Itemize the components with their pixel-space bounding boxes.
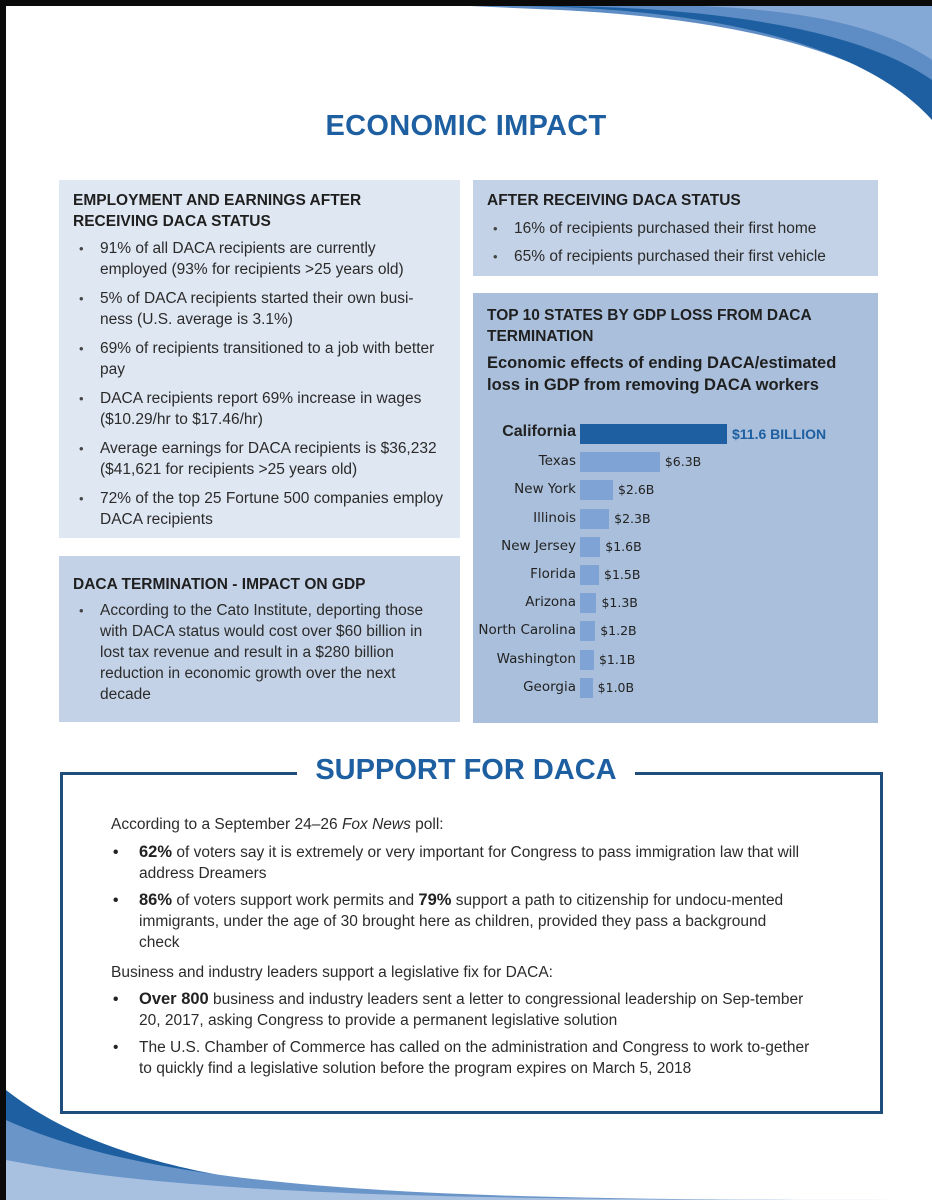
bar-category-label: North Carolina <box>478 622 576 639</box>
list-item-text: The U.S. Chamber of Commerce has called on the administration and Congress to work to-gether to quickly find a legislative solution before the program expires on March 5, 2018 <box>139 1039 810 1077</box>
bar-value-label: $1.1B <box>598 651 636 667</box>
list-item: • 69% of recipients transitioned to a job with better pay <box>73 338 446 380</box>
bar-category-label: Illinois <box>533 509 576 526</box>
list-item: • 65% of recipients purchased their first vehicle <box>487 246 864 267</box>
list-item <box>111 989 811 1031</box>
bar <box>580 678 593 698</box>
bar-category-label: New York <box>514 481 576 498</box>
bar-category-label: Arizona <box>525 594 576 611</box>
gdp-chart-heading: TOP 10 STATES BY GDP LOSS FROM DACA TERMINATION <box>487 307 812 345</box>
employment-panel <box>59 180 460 538</box>
bar <box>580 480 613 500</box>
list-item: • 91% of all DACA recipients are currently employed (93% for recipients >25 years old) <box>73 238 446 280</box>
bar-value-label: $1.0B <box>597 679 635 695</box>
poll-intro-suffix: poll: <box>410 816 444 833</box>
termination-heading: DACA TERMINATION - IMPACT ON GDP <box>73 576 366 593</box>
bar <box>580 537 600 557</box>
bar-category-label: Florida <box>530 566 576 582</box>
termination-panel <box>59 556 460 722</box>
bar-value-label: $1.2B <box>600 623 637 639</box>
business-intro: Business and industry leaders support a legislative fix for DACA: <box>111 964 553 981</box>
bar-value-label: $11.6 BILLION <box>732 426 827 442</box>
bar-value-label: $1.5B <box>604 567 641 582</box>
employment-heading: EMPLOYMENT AND EARNINGS AFTER RECEIVING DACA STATUS <box>73 192 362 230</box>
bar-category-label: Texas <box>538 453 576 470</box>
poll-source: Fox News <box>341 816 411 833</box>
after-status-heading: AFTER RECEIVING DACA STATUS <box>487 192 741 209</box>
bar <box>580 452 660 472</box>
list-item-text: support a path to citizenship for undocu-mented immigrants, under the age of 30 brought here as children, provided they pass a background check <box>139 892 784 951</box>
list-item <box>111 842 811 884</box>
bar <box>580 565 599 585</box>
bar <box>580 593 596 613</box>
business-list <box>111 989 811 1085</box>
gdp-bar-chart <box>473 423 878 703</box>
poll-list <box>111 842 811 959</box>
bar-value-label: $2.3B <box>614 510 651 526</box>
bar-value-label: $6.3B <box>664 454 702 470</box>
stat-value: 86% <box>139 891 173 909</box>
list-item: • 72% of the top 25 Fortune 500 companies employ DACA recipients <box>73 488 446 530</box>
gdp-chart-panel <box>473 293 878 723</box>
list-item: • 5% of DACA recipients started their own busi-ness (U.S. average is 3.1%) <box>73 288 446 330</box>
bar-value-label: $1.3B <box>601 595 638 611</box>
bar-category-label: Georgia <box>523 678 576 695</box>
gdp-chart-subheading: Economic effects of ending DACA/estimated loss in GDP from removing DACA workers <box>487 354 837 394</box>
page-title: ECONOMIC IMPACT <box>325 110 607 142</box>
list-item: • According to the Cato Institute, deporting those with DACA status would cost over $60 billion in lost tax revenue and result in a $280 billion reduction in economic growth over the next decade <box>73 600 446 705</box>
bar <box>580 621 595 641</box>
bar <box>580 509 609 529</box>
bar-value-label: $1.6B <box>605 538 642 554</box>
bar <box>580 650 594 670</box>
termination-list <box>73 600 446 705</box>
poll-intro-text: According to a September 24–26 <box>111 816 342 833</box>
poll-intro <box>111 814 811 835</box>
bar-category-label: California <box>502 423 576 440</box>
after-status-panel <box>473 180 878 276</box>
list-item-text: of voters say it is extremely or very important for Congress to pass immigration law that will address Dreamers <box>139 844 800 882</box>
after-status-list <box>487 218 864 267</box>
support-title-wrap <box>0 754 932 787</box>
bar-category-label: New Jersey <box>501 537 576 554</box>
stat-value: 62% <box>139 843 173 861</box>
support-title: SUPPORT FOR DACA <box>297 754 634 786</box>
list-item <box>111 890 811 953</box>
list-item: • DACA recipients report 69% increase in wages ($10.29/hr to $17.46/hr) <box>73 388 446 430</box>
list-item: • Average earnings for DACA recipients is $36,232 ($41,621 for recipients >25 years old) <box>73 438 446 480</box>
stat-value: 79% <box>418 891 452 909</box>
list-item-text: of voters support work permits and <box>172 892 419 909</box>
bar <box>580 424 727 444</box>
list-item <box>111 1037 811 1079</box>
left-border <box>0 0 6 1200</box>
stat-value: Over 800 <box>139 990 209 1008</box>
list-item-text: business and industry leaders sent a letter to congressional leadership on Sep-tember 20, 2017, asking Congress to provide a permanent legislative solution <box>139 991 804 1029</box>
employment-list <box>73 238 446 530</box>
bar-value-label: $2.6B <box>617 482 655 498</box>
bar-category-label: Washington <box>496 650 576 667</box>
list-item: • 16% of recipients purchased their first home <box>487 218 864 239</box>
